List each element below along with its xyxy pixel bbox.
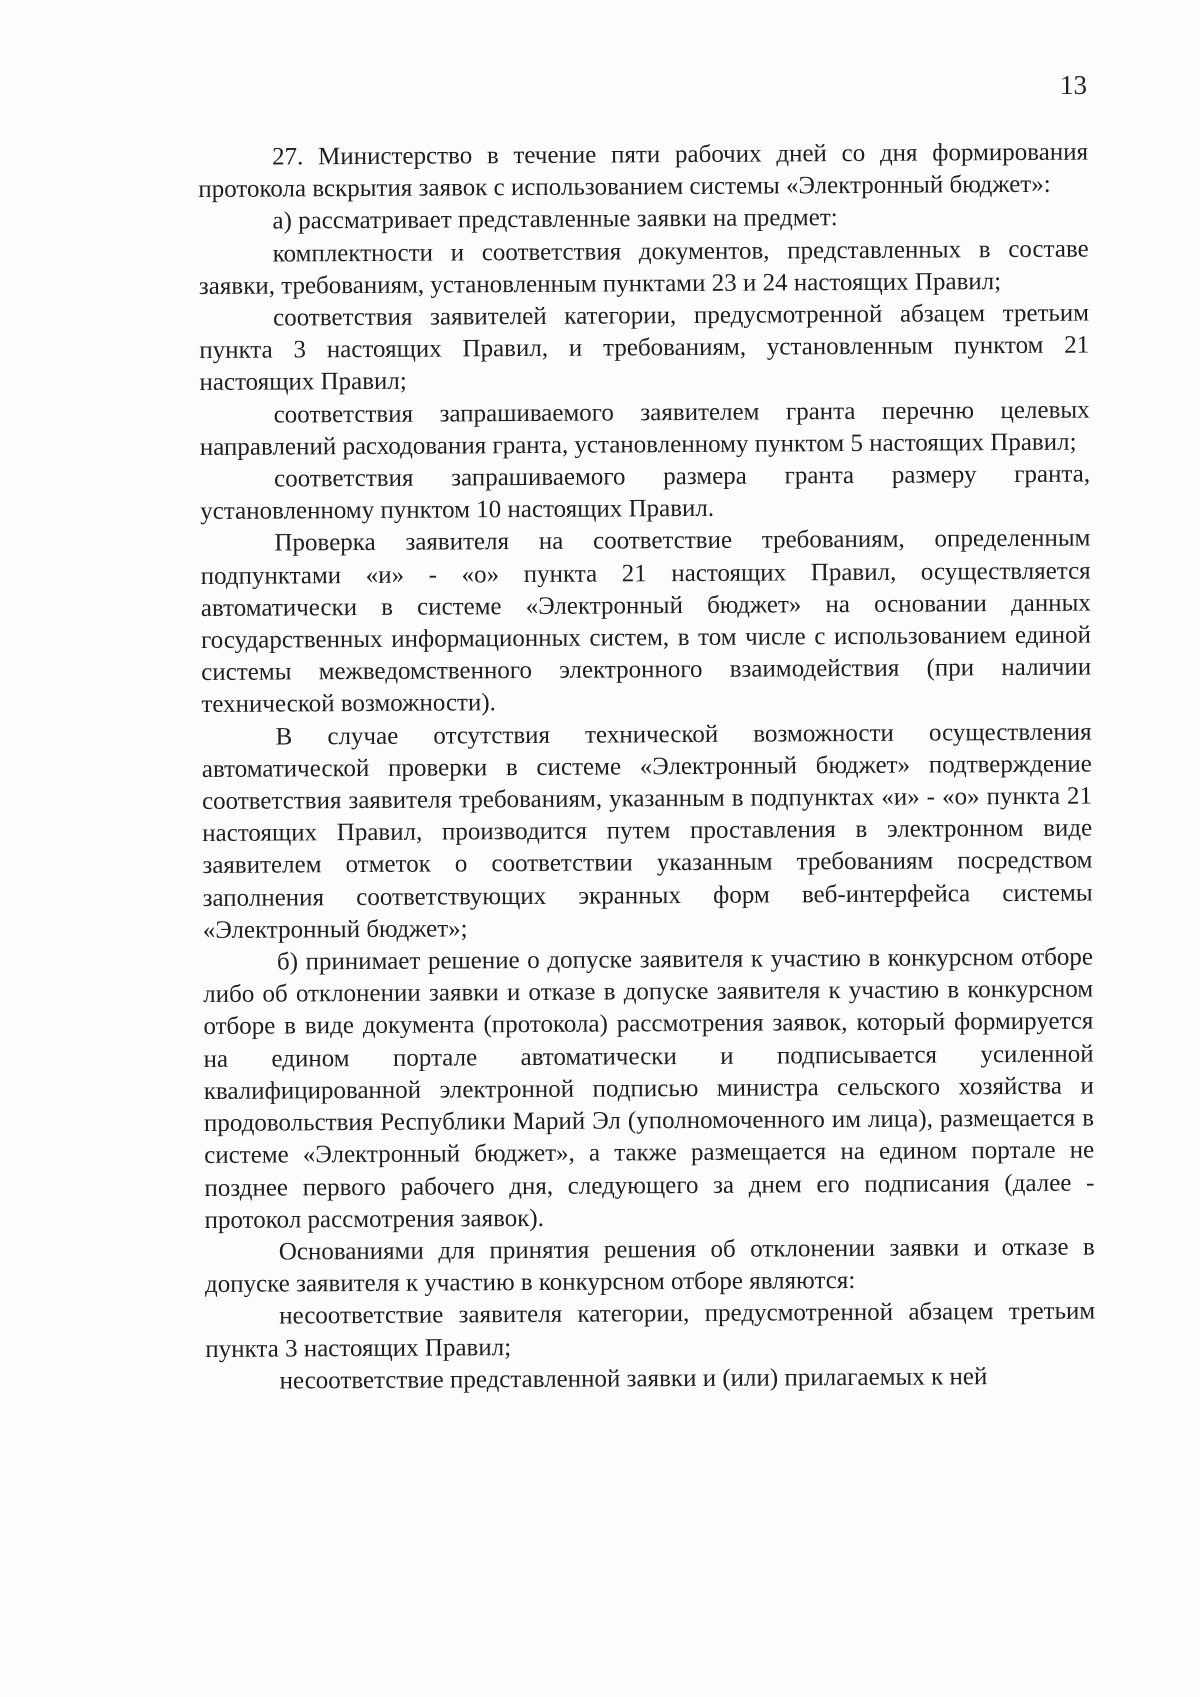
page-number: 13 (1060, 70, 1087, 100)
document-body (198, 137, 1096, 1398)
paragraph-category-mismatch: несоответствие заявителя категории, предусмотренной абзацем третьим пункта 3 настоящих Правил; (205, 1297, 1096, 1363)
paragraph-applicant-category: соответствия заявителей категории, предусмотренной абзацем третьим пункта 3 настоящих Правил, и требованиям, установленным пунктом 21 настоящих Правил; (199, 299, 1090, 397)
paragraph-completeness: комплектности и соответствия документов, представленных в составе заявки, требованиям, установленным пунктами 23 и 24 настоящих Правил; (198, 235, 1089, 300)
paragraph-grant-size: соответствия запрашиваемого размера гранта размеру гранта, установленному пунктом 10 настоящих Правил. (200, 460, 1091, 526)
paragraph-grant-directions: соответствия запрашиваемого заявителем гранта перечню целевых направлений расходования гранта, установленному пунктом 5 настоящих Правил; (199, 396, 1090, 461)
paragraph-rejection-grounds: Основаниями для принятия решения об отклонении заявки и отказе в допуске заявителя к участию в конкурсном отборе являются: (204, 1233, 1095, 1299)
paragraph-27-intro: 27. Министерство в течение пяти рабочих дней со дня формирования протокола вскрытия заявок с использованием системы «Электронный бюджет»: (198, 138, 1089, 204)
paragraph-application-mismatch: несоответствие представленной заявки и (или) прилагаемых к ней (279, 1362, 988, 1395)
paragraph-subitem-b: б) принимает решение о допуске заявителя к участию в конкурсном отборе либо об отклонении заявки и отказе в допуске заявителя к участию в конкурсном отборе в виде документа (протокола) рассмотрения заявок, который формируется на едином портале автоматически и подписывается усиленной квалифицированной электронной подписью министра сельского хозяйства и продовольствия Республики Марий Эл (уполномоченного им лица), размещается в системе «Электронный бюджет», а также размещается на едином портале не позднее первого рабочего дня, следующего за днем его подписания (далее - протокол рассмотрения заявок). (203, 943, 1095, 1234)
paragraph-subitem-a: а) рассматривает представленные заявки на предмет: (272, 204, 838, 235)
paragraph-no-technical-possibility: В случае отсутствия технической возможности осуществления автоматической проверки в системе «Электронный бюджет» подтверждение соответствия заявителя требованиям, указанным в подпунктах «и» - «о» пункта 21 настоящих Правил, производится путем проставления в электронном виде заявителем отметок о соответствии указанным требованиям посредством заполнения соответствующих экранных форм веб-интерфейса системы «Электронный бюджет»; (201, 718, 1093, 944)
paragraph-automatic-check: Проверка заявителя на соответствие требованиям, определенным подпунктами «и» - «о» пункта 21 настоящих Правил, осуществляется автоматически в системе «Электронный бюджет» на основании данных государственных информационных систем, в том числе с использованием единой системы межведомственного электронного взаимодействия (при наличии технической возможности). (200, 524, 1092, 719)
